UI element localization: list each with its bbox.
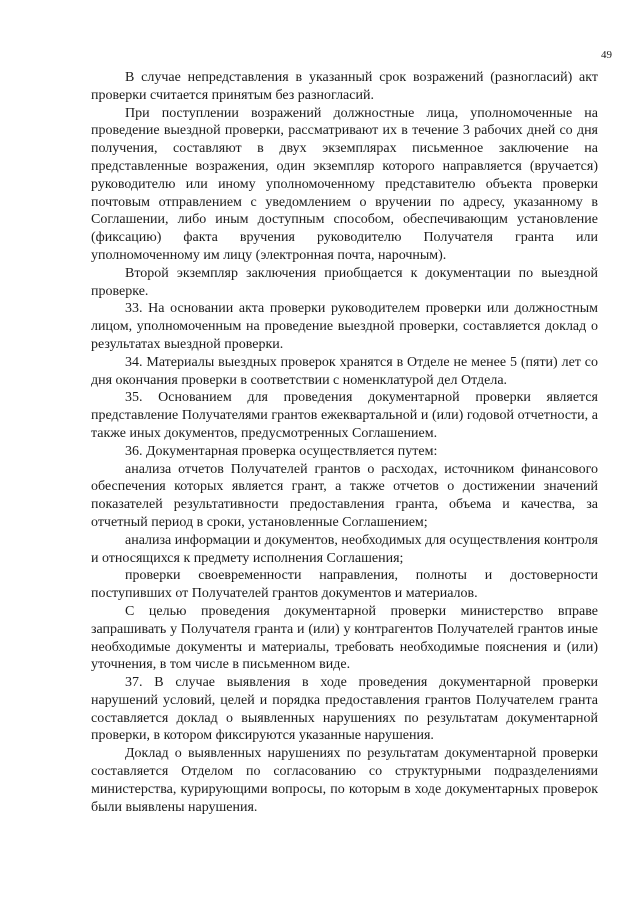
paragraph: С целью проведения документарной проверки министерство вправе запрашивать у Получателя гранта и (или) у контрагентов Получателей грантов иные необходимые документы и материалы, требовать необходимые пояснения и (или) уточнения, в том числе в письменном виде. bbox=[91, 603, 598, 673]
page-number: 49 bbox=[601, 49, 612, 61]
document-body bbox=[91, 69, 598, 816]
paragraph: Второй экземпляр заключения приобщается к документации по выездной проверке. bbox=[91, 265, 598, 299]
paragraph: При поступлении возражений должностные лица, уполномоченные на проведение выездной проверки, рассматривают их в течение 3 рабочих дней со дня получения, составляют в двух экземплярах письменное заключение на представленные возражения, один экземпляр которого направляется (вручается) руководителю или иному уполномоченному представителю объекта проверки почтовым отправлением с уведомлением о вручении по адресу, указанному в Соглашении, либо иным доступным способом, обеспечивающим установление (фиксацию) факта вручения руководителю Получателя гранта или уполномоченному им лицу (электронная почта, нарочным). bbox=[91, 105, 598, 263]
paragraph: 33. На основании акта проверки руководителем проверки или должностным лицом, уполномоченным на проведение выездной проверки, составляется доклад о результатах выездной проверки. bbox=[91, 301, 598, 352]
paragraph: 34. Материалы выездных проверок хранятся в Отделе не менее 5 (пяти) лет со дня окончания проверки в соответствии с номенклатурой дел Отдела. bbox=[91, 354, 598, 388]
paragraph: анализа отчетов Получателей грантов о расходах, источником финансового обеспечения которых является грант, а также отчетов о достижении значений показателей результативности предоставления гранта, объема и качества, за отчетный период в сроки, установленные Соглашением; bbox=[91, 461, 598, 530]
paragraph: В случае непредставления в указанный срок возражений (разногласий) акт проверки считается принятым без разногласий. bbox=[91, 70, 598, 103]
paragraph: проверки своевременности направления, полноты и достоверности поступивших от Получателей грантов документов и материалов. bbox=[91, 568, 598, 602]
paragraph: 37. В случае выявления в ходе проведения документарной проверки нарушений условий, целей и порядка предоставления грантов Получателем гранта составляется доклад о выявленных нарушениях по результатам документарной проверки, в котором фиксируются указанные нарушения. bbox=[91, 675, 598, 744]
paragraph: 36. Документарная проверка осуществляется путем: bbox=[125, 443, 438, 459]
paragraph: 35. Основанием для проведения документарной проверки является представление Получателями грантов ежеквартальной и (или) годовой отчетности, а также иных документов, предусмотренных Соглашением. bbox=[91, 390, 598, 441]
paragraph: анализа информации и документов, необходимых для осуществления контроля и относящихся к предмету исполнения Соглашения; bbox=[91, 532, 598, 566]
paragraph: Доклад о выявленных нарушениях по результатам документарной проверки составляется Отделом по согласованию со структурными подразделениями министерства, курирующими вопросы, по которым в ходе документарных проверок были выявлены нарушения. bbox=[91, 746, 598, 815]
